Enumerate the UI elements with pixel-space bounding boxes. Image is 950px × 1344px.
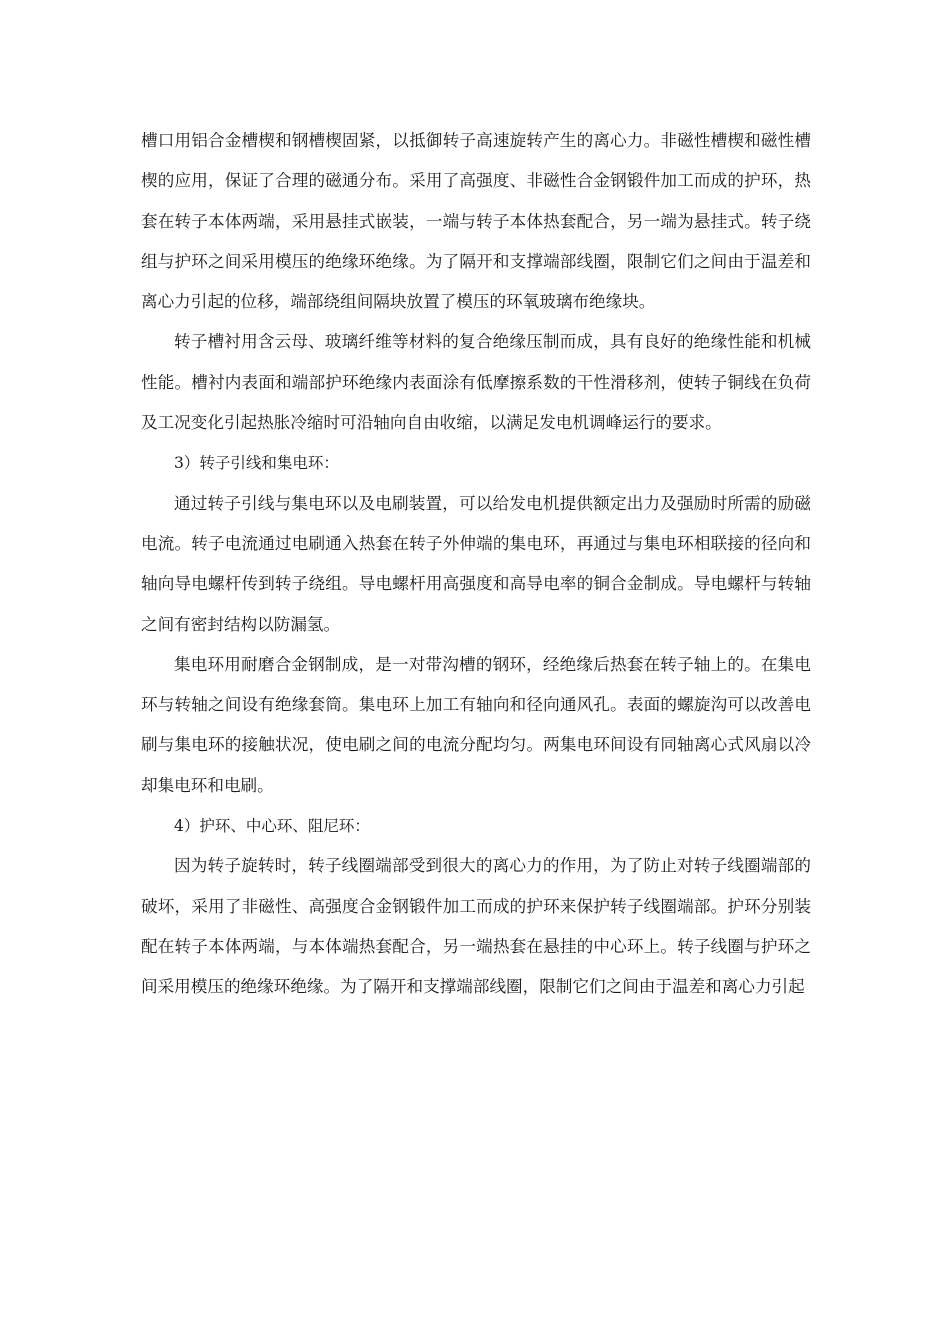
section-heading-rotor-leads: 3）转子引线和集电环：	[174, 454, 339, 473]
paragraph-collector-rings: 集电环用耐磨合金钢制成，是一对带沟槽的钢环，经绝缘后热套在转子轴上的。在集电环与转轴之间设有绝缘套筒。集电环上加工有轴向和径向通风孔。表面的螺旋沟可以改善电刷与集电环的接触状况，使电刷之间的电流分配均匀。两集电环间设有同轴离心式风扇以冷却集电环和电刷。	[141, 654, 811, 795]
paragraph-rotor-leads: 通过转子引线与集电环以及电刷装置，可以给发电机提供额定出力及强励时所需的励磁电流。转子电流通过电刷通入热套在转子外伸端的集电环，再通过与集电环相联接的径向和轴向导电螺杆传到转子绕组。导电螺杆用高强度和高导电率的铜合金制成。导电螺杆与转轴之间有密封结构以防漏氢。	[141, 493, 811, 634]
paragraph-retaining-rings: 因为转子旋转时，转子线圈端部受到很大的离心力的作用，为了防止对转子线圈端部的破坏，采用了非磁性、高强度合金钢锻件加工而成的护环来保护转子线圈端部。护环分别装配在转子本体两端，与本体端热套配合，另一端热套在悬挂的中心环上。转子线圈与护环之间采用模压的绝缘环绝缘。为了隔开和支撑端部线圈，限制它们之间由于温差和离心力引起	[141, 856, 811, 997]
document-body	[141, 121, 811, 1008]
paragraph-rotor-slot-liner: 转子槽衬用含云母、玻璃纤维等材料的复合绝缘压制而成，具有良好的绝缘性能和机械性能。槽衬内表面和端部护环绝缘内表面涂有低摩擦系数的干性滑移剂，使转子铜线在负荷及工况变化引起热胀冷缩时可沿轴向自由收缩，以满足发电机调峰运行的要求。	[141, 332, 811, 433]
paragraph-rotor-slot-wedges: 槽口用铝合金槽楔和钢槽楔固紧，以抵御转子高速旋转产生的离心力。非磁性槽楔和磁性槽楔的应用，保证了合理的磁通分布。采用了高强度、非磁性合金钢锻件加工而成的护环，热套在转子本体两端，采用悬挂式嵌装，一端与转子本体热套配合，另一端为悬挂式。转子绕组与护环之间采用模压的绝缘环绝缘。为了隔开和支撑端部线圈，限制它们之间由于温差和离心力引起的位移，端部绕组间隔块放置了模压的环氧玻璃布绝缘块。	[141, 131, 811, 312]
section-heading-retaining-rings: 4）护环、中心环、阻尼环：	[174, 817, 370, 836]
